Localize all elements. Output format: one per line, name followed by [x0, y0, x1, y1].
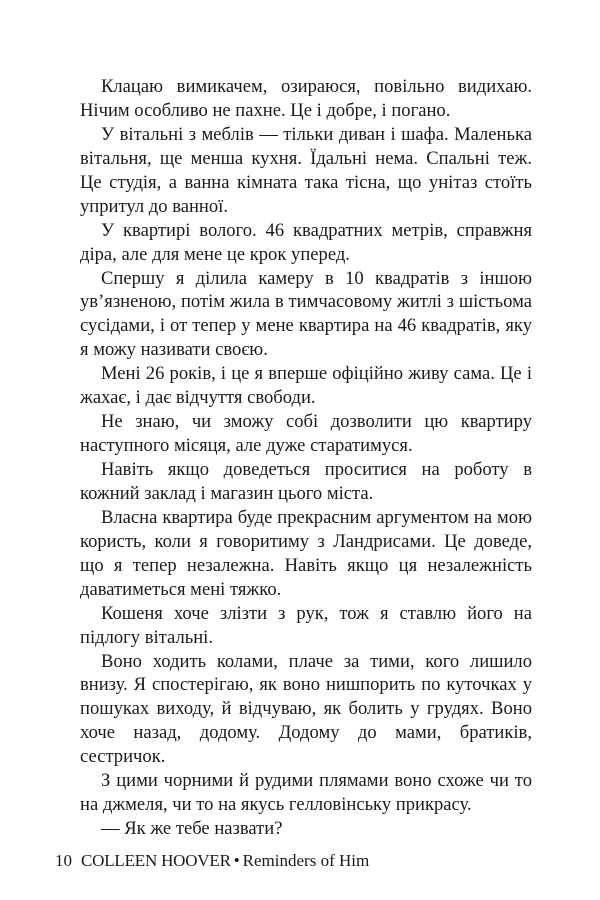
paragraph: У вітальні з меблів — тільки диван і шафа. Маленька вітальня, ще менша кухня. Їдальні нема. Спальні теж. Це студія, а ванна кімната така тісна, що унітаз стоїть упритул до ванної. [80, 123, 532, 217]
paragraph: Навіть якщо доведеться проситися на роботу в кожний заклад і магазин цього міста. [80, 459, 532, 504]
running-footer [55, 850, 369, 872]
paragraph: У квартирі волого. 46 квадратних метрів, справжня діра, але для мене це крок уперед. [80, 219, 532, 265]
body-text [80, 75, 532, 841]
author-name: COLLEEN HOOVER [81, 851, 231, 870]
bullet-separator: • [233, 851, 240, 870]
paragraph: Спершу я ділила камеру в 10 квадратів з іншою ув’язненою, потім жила в тимчасовому житлі з шістьома сусідами, і от тепер у мене квартира на 46 квадратів, яку я можу називати своєю. [80, 267, 532, 361]
page-number: 10 [55, 851, 72, 870]
paragraph: Не знаю, чи зможу собі дозволити цю квартиру наступного місяця, але дуже старатимуся. [80, 411, 532, 457]
paragraph: Воно ходить колами, плаче за тими, кого лишило внизу. Я спостерігаю, як воно нишпорить по куточках у пошуках виходу, й відчуваю, як болить у грудях. Воно хоче назад, додому. Додому до мами, братиків, сестричок. [80, 650, 532, 768]
book-title: Reminders of Him [242, 851, 370, 870]
paragraph: Клацаю вимикачем, озираюся, повільно видихаю. Нічим особливо не пахне. Це і добре, і погано. [80, 76, 532, 121]
paragraph: З цими чорними й рудими плямами воно схоже чи то на джмеля, чи то на якусь гелловінську прикрасу. [80, 770, 532, 816]
paragraph: Власна квартира буде прекрасним аргументом на мою користь, коли я говоритиму з Ландрисами. Це доведе, що я тепер незалежна. Навіть якщо ця незалежність даватиметься мені тяжко. [80, 506, 532, 600]
paragraph: Мені 26 років, і це я вперше офіційно живу сама. Це і жахає, і дає відчуття свободи. [80, 363, 532, 409]
dialogue-line: — Як же тебе назвати? [101, 818, 283, 840]
paragraph: Кошеня хоче злізти з рук, тож я ставлю його на підлогу вітальні. [80, 602, 532, 648]
